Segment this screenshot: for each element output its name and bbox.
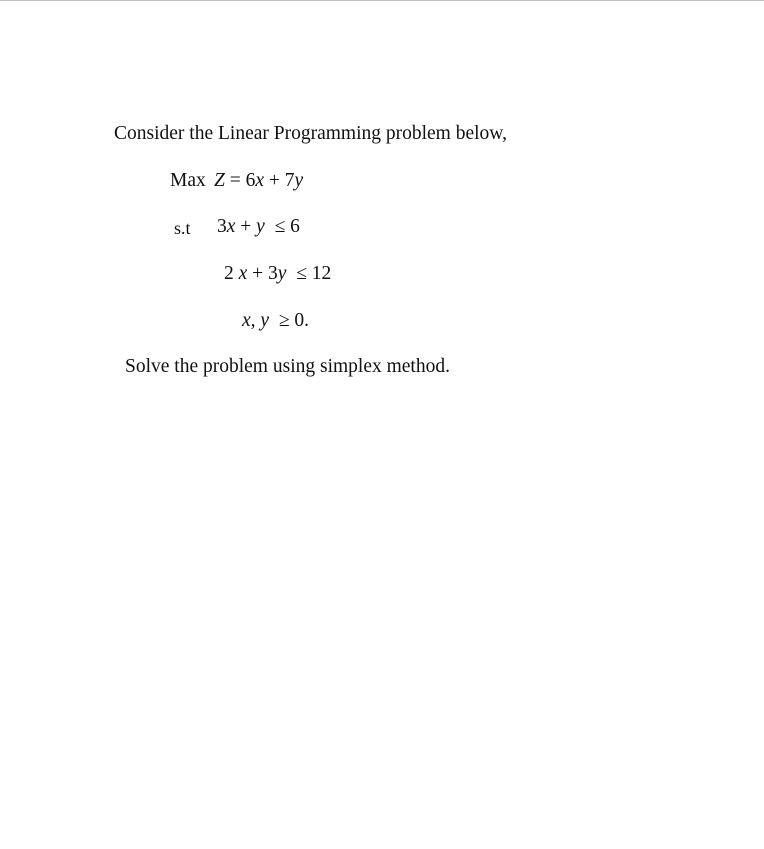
instruction-text: Solve the problem using simplex method.: [125, 356, 450, 377]
objective-label: Max: [170, 170, 206, 191]
constraint-2: 2 x + 3y ≤ 12: [224, 263, 332, 284]
constraint-nonnegativity: x, y ≥ 0.: [242, 310, 310, 331]
constraint-1: 3x + y ≤ 6: [217, 216, 300, 237]
subject-to-label: s.t: [174, 218, 191, 238]
objective-expression: Z = 6x + 7y: [214, 170, 304, 191]
intro-text: Consider the Linear Programming problem below,: [114, 123, 507, 144]
top-border: [0, 0, 764, 1]
